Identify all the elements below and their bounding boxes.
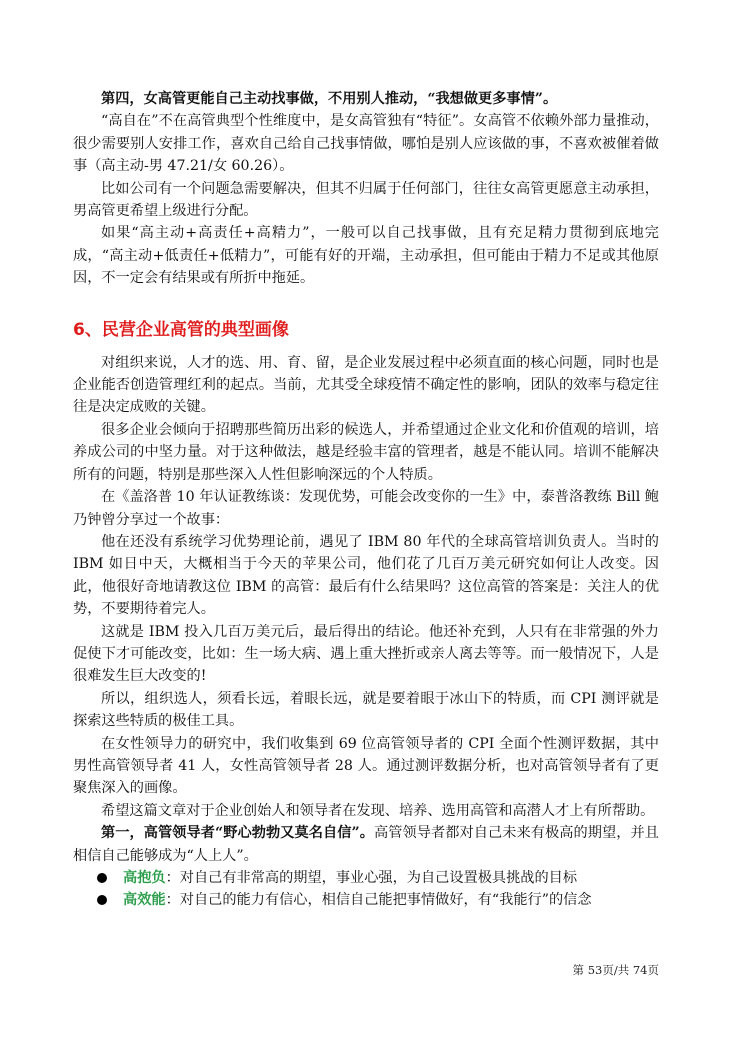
- list-item: [97, 889, 659, 911]
- first-point-paragraph: [73, 822, 659, 867]
- paragraph: 比如公司有一个问题急需要解决，但其不归属于任何部门，往往女高管更愿意主动承担，男高管更希望上级进行分配。: [73, 180, 659, 220]
- list-item: [97, 867, 659, 889]
- section-four-title: 第四，女高管更能自己主动找事做，不用别人推动，“我想做更多事情”。: [101, 91, 558, 107]
- first-point-text: 高管领导者都对自己未来有极高的期望，并且相信自己能够成为“人上人”。: [73, 825, 659, 864]
- paragraph: 在女性领导力的研究中，我们收集到 69 位高管领导者的 CPI 全面个性测评数据，其中男性高管领导者 41 人，女性高管领导者 28 人。通过测评数据分析，也对高管领导者有了更聚焦深入的画像。: [73, 735, 659, 797]
- paragraph: 所以，组织选人，须看长远，着眼长远，就是要着眼于冰山下的特质，而 CPI 测评就是探索这些特质的极佳工具。: [73, 690, 659, 730]
- bullet-dot-icon: [97, 873, 107, 883]
- trait-list: [73, 867, 659, 912]
- paragraph: 在《盖洛普 10 年认证教练谈：发现优势，可能会改变你的一生》中，泰普洛教练 Bill 鲍乃钟曾分享过一个故事：: [73, 489, 659, 528]
- paragraph: 如果“高主动+高责任+高精力”，一般可以自己找事做，且有充足精力贯彻到底地完成，“高主动+低责任+低精力”，可能有好的开端，主动承担，但可能由于精力不足或其他原因，不一定会有结果或有所折中拖延。: [73, 225, 659, 287]
- trait-description: ：对自己的能力有信心，相信自己能把事情做好，有“我能行”的信念: [165, 892, 592, 909]
- page-number: 第 53页/共 74页: [572, 963, 659, 977]
- first-point-title: 第一，高管领导者“野心勃勃又莫名自信”。: [101, 825, 374, 842]
- paragraph: 这就是 IBM 投入几百万美元后，最后得出的结论。他还补充到，人只有在非常强的外力促使下才可能改变，比如：生一场大病、遇上重大挫折或亲人离去等等。而一般情况下，人是很难发生巨大改变的!: [73, 623, 659, 685]
- trait-keyword: 高抱负: [123, 870, 166, 886]
- trait-description: ：对自己有非常高的期望，事业心强，为自己设置极具挑战的目标: [165, 870, 578, 886]
- paragraph: “高自在”不在高管典型个性维度中，是女高管独有“特征”。女高管不依赖外部力量推动，很少需要别人安排工作，喜欢自己给自己找事情做，哪怕是别人应该做的事，不喜欢被催着做事（高主动-男 47.21/女 60.26）。: [73, 113, 659, 175]
- section-six-heading: 6、民营企业高管的典型画像: [73, 319, 289, 340]
- paragraph: 对组织来说，人才的选、用、育、留，是企业发展过程中必须直面的核心问题，同时也是企业能否创造管理红利的起点。当前，尤其受全球疫情不确定性的影响，团队的效率与稳定往往是决定成败的关键。: [73, 354, 659, 416]
- paragraph: 很多企业会倾向于招聘那些简历出彩的候选人，并希望通过企业文化和价值观的培训，培养成公司的中坚力量。对于这种做法，越是经验丰富的管理者，越是不能认同。培训不能解决所有的问题，特别是那些深入人性但影响深远的个人特质。: [73, 421, 659, 483]
- bullet-dot-icon: [97, 895, 107, 905]
- paragraph: 他在还没有系统学习优势理论前，遇见了 IBM 80 年代的全球高管培训负责人。当时的 IBM 如日中天，大概相当于今天的苹果公司，他们花了几百万美元研究如何让人改变。因此，他很好奇地请教这位 IBM 的高管：最后有什么结果吗？这位高管的答案是：关注人的优势，不要期待着完人。: [73, 533, 659, 618]
- trait-keyword: 高效能: [123, 892, 166, 909]
- document-page: [73, 88, 659, 912]
- paragraph: 希望这篇文章对于企业创始人和领导者在发现、培养、选用高管和高潜人才上有所帮助。: [101, 802, 655, 819]
